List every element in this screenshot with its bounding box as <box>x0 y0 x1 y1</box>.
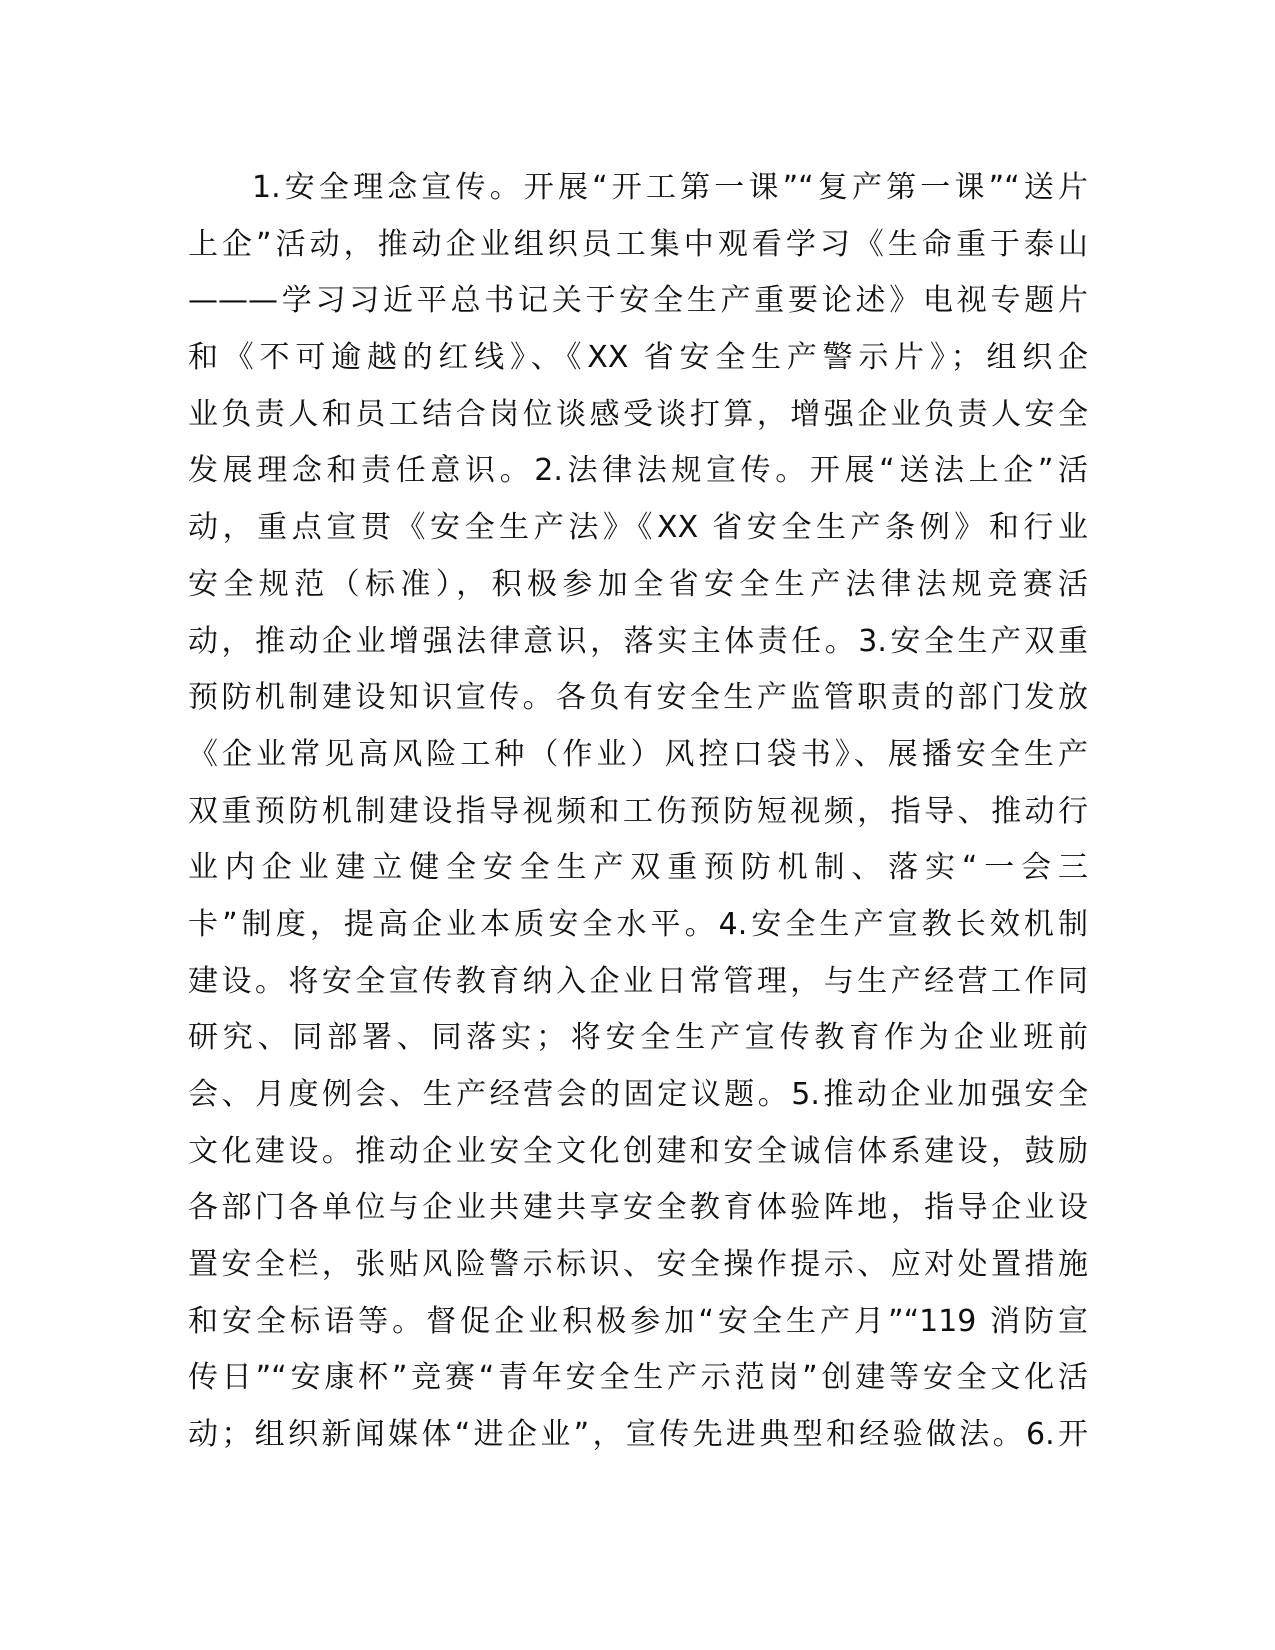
text-line: ———学习习近平总书记关于安全生产重要论述》电视专题片 <box>188 283 1088 319</box>
text-line: 传日”“安康杯”竞赛“青年安全生产示范岗”创建等安全文化活 <box>188 1360 1088 1396</box>
text-line: 动，重点宣贯《安全生产法》《XX 省安全生产条例》和行业 <box>188 510 1088 546</box>
text-line: 《企业常见高风险工种（作业）风控口袋书》、展播安全生产 <box>188 736 1088 772</box>
text-line: 各部门各单位与企业共建共享安全教育体验阵地，指导企业设 <box>188 1190 1088 1226</box>
text-line: 预防机制建设知识宣传。各负有安全生产监管职责的部门发放 <box>188 680 1088 716</box>
text-line: 上企”活动，推动企业组织员工集中观看学习《生命重于泰山 <box>188 226 1088 262</box>
text-line: 1.安全理念宣传。开展“开工第一课”“复产第一课”“送片 <box>252 170 1088 205</box>
text-line: 置安全栏，张贴风险警示标识、安全操作提示、应对处置措施 <box>188 1247 1088 1283</box>
text-line: 会、月度例会、生产经营会的固定议题。5.推动企业加强安全 <box>188 1077 1088 1112</box>
text-line: 发展理念和责任意识。2.法律法规宣传。开展“送法上企”活 <box>188 453 1088 489</box>
text-line: 动；组织新闻媒体“进企业”，宣传先进典型和经验做法。6.开 <box>188 1417 1088 1453</box>
text-line: 双重预防机制建设指导视频和工伤预防短视频，指导、推动行 <box>188 793 1088 829</box>
text-line: 和安全标语等。督促企业积极参加“安全生产月”“119 消防宣 <box>188 1303 1088 1339</box>
text-line: 卡”制度，提高企业本质安全水平。4.安全生产宣教长效机制 <box>188 906 1088 942</box>
text-line: 和《不可逾越的红线》、《XX 省安全生产警示片》；组织企 <box>188 340 1088 376</box>
text-line: 研究、同部署、同落实；将安全生产宣传教育作为企业班前 <box>188 1020 1088 1056</box>
text-line: 动，推动企业增强法律意识，落实主体责任。3.安全生产双重 <box>188 623 1088 659</box>
text-line: 业内企业建立健全安全生产双重预防机制、落实“一会三 <box>188 850 1088 886</box>
text-line: 文化建设。推动企业安全文化创建和安全诚信体系建设，鼓励 <box>188 1133 1088 1169</box>
text-line: 业负责人和员工结合岗位谈感受谈打算，增强企业负责人安全 <box>188 396 1088 432</box>
body-paragraph <box>188 160 1088 1464</box>
text-line: 安全规范（标准），积极参加全省安全生产法律法规竞赛活 <box>188 566 1088 602</box>
text-line: 建设。将安全宣传教育纳入企业日常管理，与生产经营工作同 <box>188 963 1088 999</box>
